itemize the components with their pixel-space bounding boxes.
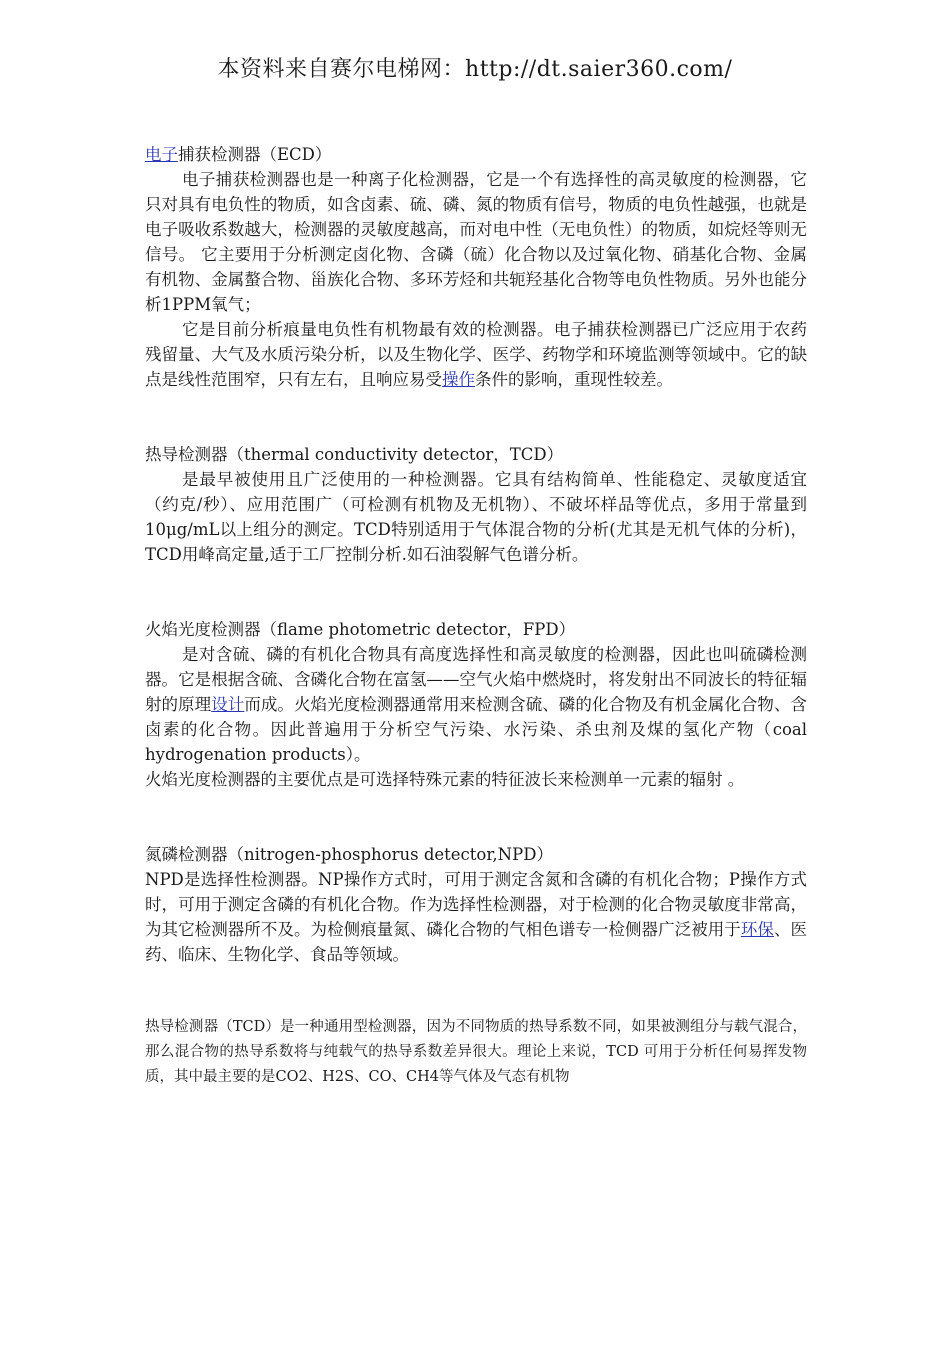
section-spacer xyxy=(145,967,807,1015)
tcd-summary-paragraph: 热导检测器（TCD）是一种通用型检测器，因为不同物质的热导系数不同，如果被测组分与载气混合，那么混合物的热导系数将与纯载气的热导系数差异很大。理论上来说，TCD 可用于分析任何易挥发物质，其中最主要的是CO2、H2S、CO、CH4等气体及气态有机物 xyxy=(145,1019,807,1085)
section-spacer xyxy=(145,567,807,617)
ecd-title-text: 捕获检测器（ECD） xyxy=(178,145,332,164)
page-header: 本资料来自赛尔电梯网：http://dt.saier360.com/ xyxy=(217,57,733,82)
fpd-p1-text-after: 而成。火焰光度检测器通常用来检测含硫、磷的化合物及有机金属化合物、含卤素的化合物。因此普遍用于分析空气污染、水污染、杀虫剂及煤的氢化产物（coal hydrogenation products）。 xyxy=(145,695,808,764)
ecd-paragraph-2 xyxy=(145,317,807,392)
section-spacer xyxy=(145,392,807,442)
fpd-p1-text-before: 是对含硫、磷的有机化合物具有高度选择性和高灵敏度的检测器，因此也叫硫磷检测器。它是根据含硫、含磷化合物在富氢——空气火焰中燃烧时，将发射出不同波长的特征辐射的原理 xyxy=(145,645,807,714)
fpd-title: 火焰光度检测器（flame photometric detector，FPD） xyxy=(145,620,576,639)
operation-link[interactable]: 操作 xyxy=(442,370,475,389)
ecd-title xyxy=(145,142,807,167)
tcd-title: 热导检测器（thermal conductivity detector，TCD） xyxy=(145,445,564,464)
npd-p1-text-before: NPD是选择性检测器。NP操作方式时，可用于测定含氮和含磷的有机化合物；P操作方式时，可用于测定含磷的有机化合物。作为选择性检测器，对于检测的化合物灵敏度非常高，为其它检测器所不及。为检侧痕量氮、磷化合物的气相色谱专一检侧器广泛被用于 xyxy=(145,870,807,939)
section-spacer xyxy=(145,792,807,842)
tcd-summary-section xyxy=(145,1015,807,1090)
document-body xyxy=(145,142,807,1090)
design-link[interactable]: 设计 xyxy=(211,695,245,714)
ecd-title-link[interactable]: 电子 xyxy=(145,145,178,164)
ecd-p2-text-after: 条件的影响，重现性较差。 xyxy=(475,370,673,389)
npd-title: 氮磷检测器（nitrogen-phosphorus detector,NPD） xyxy=(145,845,553,864)
tcd-section xyxy=(145,442,807,567)
tcd-paragraph-1: 是最早被使用且广泛使用的一种检测器。它具有结构简单、性能稳定、灵敏度适宜（约克/秒）、应用范围广（可检测有机物及无机物）、不破坏样品等优点，多用于常量到10μg/mL以上组分的测定。TCD特别适用于气体混合物的分析(尤其是无机气体的分析)，TCD用峰高定量,适于工厂控制分析.如石油裂解气色谱分析。 xyxy=(145,470,807,564)
npd-p1-text-after: 、医药、临床、生物化学、食品等领域。 xyxy=(145,920,808,964)
ecd-section xyxy=(145,142,807,392)
fpd-section xyxy=(145,617,807,792)
npd-paragraph-1 xyxy=(145,867,807,967)
fpd-paragraph-2: 火焰光度检测器的主要优点是可选择特殊元素的特征波长来检测单一元素的辐射 。 xyxy=(145,770,745,789)
environmental-link[interactable]: 环保 xyxy=(740,920,774,939)
ecd-paragraph-1: 电子捕获检测器也是一种离子化检测器，它是一个有选择性的高灵敏度的检测器，它只对具有电负性的物质，如含卤素、硫、磷、氮的物质有信号，物质的电负性越强，也就是电子吸收系数越大，检测器的灵敏度越高，而对电中性（无电负性）的物质，如烷烃等则无信号。 它主要用于分析测定卤化物、含磷（硫）化合物以及过氧化物、硝基化合物、金属有机物、金属螯合物、甾族化合物、多环芳烃和共轭羟基化合物等电负性物质。另外也能分析1PPM氧气； xyxy=(145,170,807,314)
ecd-p2-text-before: 它是目前分析痕量电负性有机物最有效的检测器。电子捕获检测器已广泛应用于农药残留量、大气及水质污染分析，以及生物化学、医学、药物学和环境监测等领域中。它的缺点是线性范围窄，只有左右，且响应易受 xyxy=(145,320,807,389)
fpd-paragraph-1 xyxy=(145,642,807,767)
npd-section xyxy=(145,842,807,967)
